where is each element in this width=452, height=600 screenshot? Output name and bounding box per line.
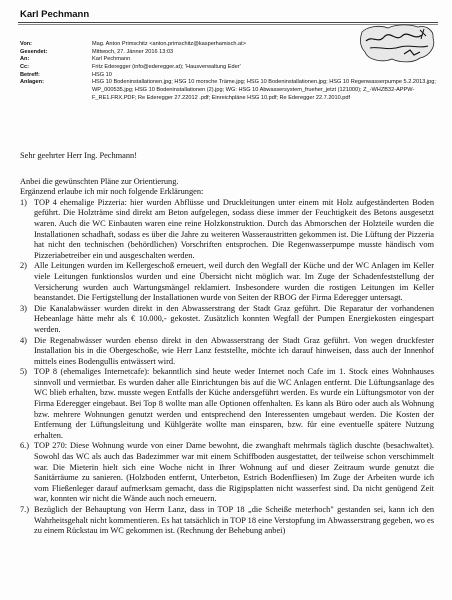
letter-body — [20, 151, 434, 537]
list-item-number: 4) — [20, 335, 27, 345]
letter-intro: Anbei die gewünschten Pläne zur Orientierung. — [20, 176, 179, 186]
email-field-label: An: — [20, 56, 30, 63]
list-item-text: TOP 8 (ehemaliges Internetcafe): bekanntlich sind heute weder Internet noch Cafe im 1. Stock eines Wohnhauses sinnvoll und vermietbar. Es wurden daher alle Einrichtungen bis auf die WC Anlagen entfernt. Die Lüftungsanlage des WC blieb erhalten, bzw. musste wegen Entfalls der Küche andersgeführt werden. Es wurde ein Lüftungsmotor von der Firma Ederegger eingebaut. Bei Top 8 wollte man alle Optionen offenhalten. Es kann als Büro oder auch als Wohnung bzw. mehrere Wohnungen genutzt werden und entsprechend den Interessenten umgebaut werden. Die Kosten der Entfernung der Lüftungsleitung und Kühlgeräte wollte man einsparen, bzw. für eine eventuelle spätere Nutzung erhalten. — [34, 367, 434, 440]
list-item-text: Bezüglich der Behauptung von Herrn Lanz, dass in TOP 18 „die Scheiße meterhoch" gestanden sei, kann ich den Wahrheitsgehalt nicht kommentieren. Es hat tatsächlich in TOP 18 eine Verstopfung im Abwasserstrang gegeben, wo es zu einem Rückstau im WC gekommen ist. (Rechnung der Behebung anbei) — [34, 505, 434, 536]
list-item — [20, 261, 434, 303]
email-field-label: Von: — [20, 41, 33, 47]
attachments-list[interactable]: HSG 10 Bodeninstallationen.jpg; HSG 10 morsche Träme.jpg; HSG 10 Bodeninstallationen.jpg; HSG 10 Regenwasserpumpe 5.2.2013.jpg; WP_000535.jpg; HSG 10 Bodeninstallationen (2).jpg; WG: HSG 10 Abwassersystem_frueher_jetzt (121000); Z_-WHZB32-APPW-F_RE1.FRX.PDF; Re Ederegger 27.22012 .pdf; Einreichpläne HSG 10.pdf; Re Ederegger 22.7.2010.pdf — [92, 79, 436, 101]
email-field-value: Fritz Ederegger (info@ederegger.at); 'Hausverwaltung Eder' — [92, 64, 241, 71]
list-item — [20, 198, 434, 262]
list-item-text: Alle Leitungen wurden im Kellergeschoß erneuert, weil durch den Wegfall der Küche und der WC Anlagen im Keller viele Leitungen funktionslos wurden und eine Übersicht nicht möglich war. Im Zuge der Schadenfeststellung der Versicherung wurden auch Wartungsmängel reklamiert. Insbesondere wurden die rostigen Leitungen im Keller beanstandet. Die Fertigstellung der Installationen wurde von Seiten der RBOG der Firma Ederegger untersagt. — [34, 261, 434, 303]
sender-name-header: Karl Pechmann — [20, 9, 90, 20]
list-item-text: TOP 4 ehemalige Pizzeria: hier wurden Abflüsse und Druckleitungen unter einem mit Holz aufgeständerten Boden geführt. Die Holzträme sind direkt am Beton aufgelegen, sodass diese immer der Feuchtigkeit des Betons ausgesetzt waren. Auch die WC Einbauten waren eine reine Holzkonstruktion. Durch das Abmorschen der Holzteile wurden die Installationen schadhaft, sodass es über die Jahre zu weiteren Wasseraustritten gekommen ist. Die Lüftung der Pizzeria hat nicht den technischen (behördlichen) Vorschriften entsprochen. Die Regenwasserpumpe musste händisch vom Pizzeriabetreiber ein und ausgeschalten werden. — [34, 197, 434, 260]
list-item-number: 5) — [20, 367, 27, 377]
letter-greeting: Sehr geehrter Herr Ing. Pechmann! — [20, 151, 137, 160]
email-field-value: HSG 10 — [92, 71, 112, 78]
list-item-number: 7.) — [20, 505, 30, 514]
list-item-text: Die Kanalabwässer wurden direkt in den Abwasserstrang der Stadt Graz geführt. Die Reparatur der vorhandenen Hebeanlage hätte mehr als € 10.000,- gekostet. Zusätzlich konnten Wegfall der Pumpen Energiekosten eingespart werden. — [34, 303, 434, 334]
list-item — [20, 505, 434, 537]
email-field-label: Gesendet: — [20, 48, 48, 55]
email-field-label: Betreff: — [20, 71, 40, 78]
email-field-value: Mittwoch, 27. Jänner 2016 13:03 — [92, 48, 174, 55]
email-field-label: Cc: — [20, 64, 30, 71]
list-item-number: 3) — [20, 303, 27, 313]
list-item — [20, 367, 434, 441]
letter-intro: Ergänzend erlaube ich mir noch folgende Erklärungen: — [20, 187, 204, 197]
explanation-list — [20, 198, 434, 537]
list-item-number: 2) — [20, 261, 27, 271]
list-item — [20, 336, 434, 368]
list-item-text: TOP 270: Diese Wohnung wurde von einer Dame bewohnt, die zwanghaft mehrmals täglich duschte (besachwaltet). Sowohl das WC als auch das Badezimmer war mit einem Schiffboden ausgestattet, der teilweise schon verschimmelt war. Die Mieterin hielt sich eine Woche nicht in Ihrer Wohnung auf und dieser Zeitraum wurde genutzt die Sanitärräume zu sanieren. (Holzboden entfernt, Unterbeton, Estrich Bodenfliesen) Im Zuge der Arbeiten wurde ich vom Fließenleger darauf aufmerksam gemacht, dass die Rigipsplatten nicht wasserfest sind. Da nicht genügend Zeit war, konnten wir nicht die Wände auch noch erneuern. — [34, 441, 434, 504]
email-field-value: Karl Pechmann — [92, 56, 131, 63]
list-item-text: Die Regenabwässer wurden ebenso direkt in den Abwasserstrang der Stadt Graz geführt. Von wegen druckfester Installation bis in die Obergeschoße, wie Herr Lanz feststellte, möchte ich darauf hinweisen, dass auch der Innenhof mittels eines Bodengullis entwässert wird. — [34, 335, 434, 366]
list-item-number: 6.) — [20, 441, 30, 451]
list-item — [20, 441, 434, 505]
list-item-number: 1) — [20, 197, 27, 207]
list-item — [20, 304, 434, 336]
email-field-label: Anlagen: — [20, 79, 44, 86]
email-field-value: Mag. Anton Primschitz <anton.primschitz@kasperhamisch.at> — [92, 41, 246, 47]
handwritten-stamp-logo — [358, 22, 438, 66]
